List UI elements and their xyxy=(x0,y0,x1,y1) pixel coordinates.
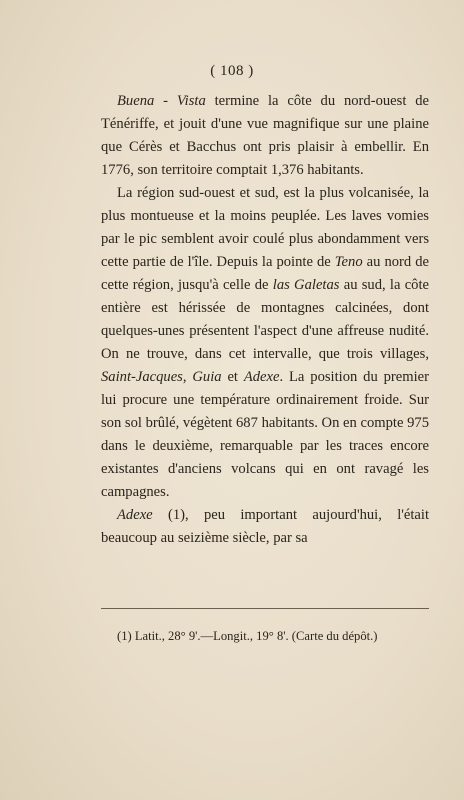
footnote-divider xyxy=(101,608,429,609)
text-segment: La région sud-ouest et sud, est la plus volcanisée, la plus montueuse et la moins peuplée. Les laves vomies par le pic semblent avoir coulé plus abondamment vers cette partie de l'île. Depuis la pointe de xyxy=(101,185,429,270)
footnote xyxy=(101,626,429,646)
place-name: Guia xyxy=(192,369,222,385)
text-segment: et xyxy=(221,369,244,385)
text-segment: , xyxy=(182,369,193,385)
place-name: Adexe xyxy=(243,369,280,385)
text-segment: au nord de cette région, jusqu'à celle de xyxy=(101,254,429,293)
paragraph-3 xyxy=(101,504,429,550)
body-text xyxy=(101,90,429,550)
page-number: ( 108 ) xyxy=(210,63,254,79)
paragraph-1 xyxy=(101,90,429,182)
text-segment: termine la côte du nord-ouest de Ténériffe, et jouit d'une vue magnifique sur une plaine que Cérès et Bacchus ont pris plaisir à embellir. En 1776, son territoire comptait 1,376 habitants. xyxy=(101,93,429,178)
text-segment: au sud, la côte entière est hérissée de montagnes calcinées, dont quelques-unes présentent l'aspect d'une affreuse nudité. On ne trouve, dans cet intervalle, que trois villages, xyxy=(101,277,430,362)
text-segment: . La position du premier lui procure une température ordinairement froide. Sur son sol brûlé, végètent 687 habitants. On en compte 975 dans le deuxième, remarquable par les traces encore existantes d'anciens volcans qui en ont ravagé les campagnes. xyxy=(101,369,429,500)
place-name: Saint-Jacques xyxy=(101,369,183,385)
place-name: las Galetas xyxy=(272,277,340,293)
text-segment: (1), peu important aujourd'hui, l'était beaucoup au seizième siècle, par sa xyxy=(101,507,429,546)
paragraph-2 xyxy=(101,182,429,504)
footnote-text: (1) Latit., 28° 9'.—Longit., 19° 8'. (Carte du dépôt.) xyxy=(117,629,378,643)
place-name: Adexe xyxy=(117,507,153,523)
place-name: Buena - Vista xyxy=(117,93,206,109)
place-name: Teno xyxy=(334,254,363,270)
